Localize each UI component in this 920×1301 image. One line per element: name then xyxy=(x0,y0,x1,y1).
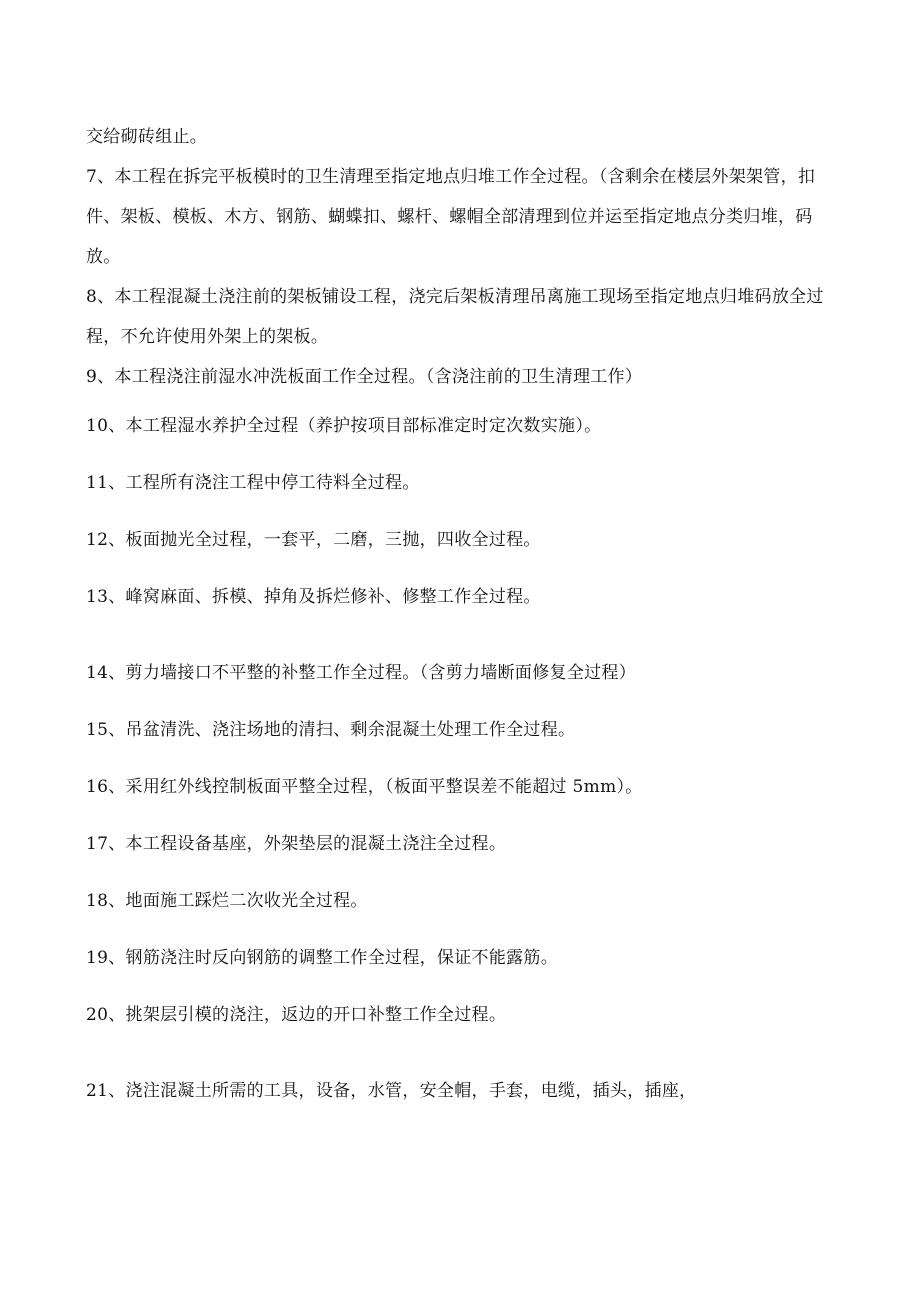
paragraph-item-8: 8、本工程混凝土浇注前的架板铺设工程，浇完后架板清理吊离施工现场至指定地点归堆码放全过程，不允许使用外架上的架板。 xyxy=(86,287,824,347)
paragraph-item-19: 19、钢筋浇注时反向钢筋的调整工作全过程，保证不能露筋。 xyxy=(86,948,559,968)
paragraph-item-11: 11、工程所有浇注工程中停工待料全过程。 xyxy=(86,473,420,493)
paragraph-item-15: 15、吊盆清洗、浇注场地的清扫、剩余混凝土处理工作全过程。 xyxy=(86,720,576,740)
paragraph-item-10: 10、本工程湿水养护全过程（养护按项目部标准定时定次数实施）。 xyxy=(86,416,602,436)
paragraph-item-21: 21、浇注混凝土所需的工具，设备，水管，安全帽，手套，电缆，插头，插座， xyxy=(86,1081,697,1101)
paragraph-item-12: 12、板面抛光全过程，一套平，二磨，三抛，四收全过程。 xyxy=(86,530,541,550)
paragraph-item-9: 9、本工程浇注前湿水冲洗板面工作全过程。（含浇注前的卫生清理工作） xyxy=(86,367,643,387)
paragraph-item-13: 13、峰窝麻面、拆模、掉角及拆烂修补、修整工作全过程。 xyxy=(86,587,541,607)
paragraph-item-14: 14、剪力墙接口不平整的补整工作全过程。（含剪力墙断面修复全过程） xyxy=(86,663,637,683)
paragraph-continuation: 交给砌砖组止。 xyxy=(86,127,208,147)
document-body xyxy=(86,117,846,1111)
paragraph-item-7: 7、本工程在拆完平板模时的卫生清理至指定地点归堆工作全过程。（含剩余在楼层外架架管，扣件、架板、模板、木方、钢筋、蝴蝶扣、螺杆、螺帽全部清理到位并运至指定地点分类归堆，码放。 xyxy=(86,167,816,267)
paragraph-item-16: 16、采用红外线控制板面平整全过程，（板面平整误差不能超过 5mm）。 xyxy=(86,777,643,797)
paragraph-item-20: 20、挑架层引模的浇注，返边的开口补整工作全过程。 xyxy=(86,1005,507,1025)
paragraph-item-17: 17、本工程设备基座，外架垫层的混凝土浇注全过程。 xyxy=(86,834,507,854)
paragraph-item-18: 18、地面施工踩烂二次收光全过程。 xyxy=(86,891,368,911)
